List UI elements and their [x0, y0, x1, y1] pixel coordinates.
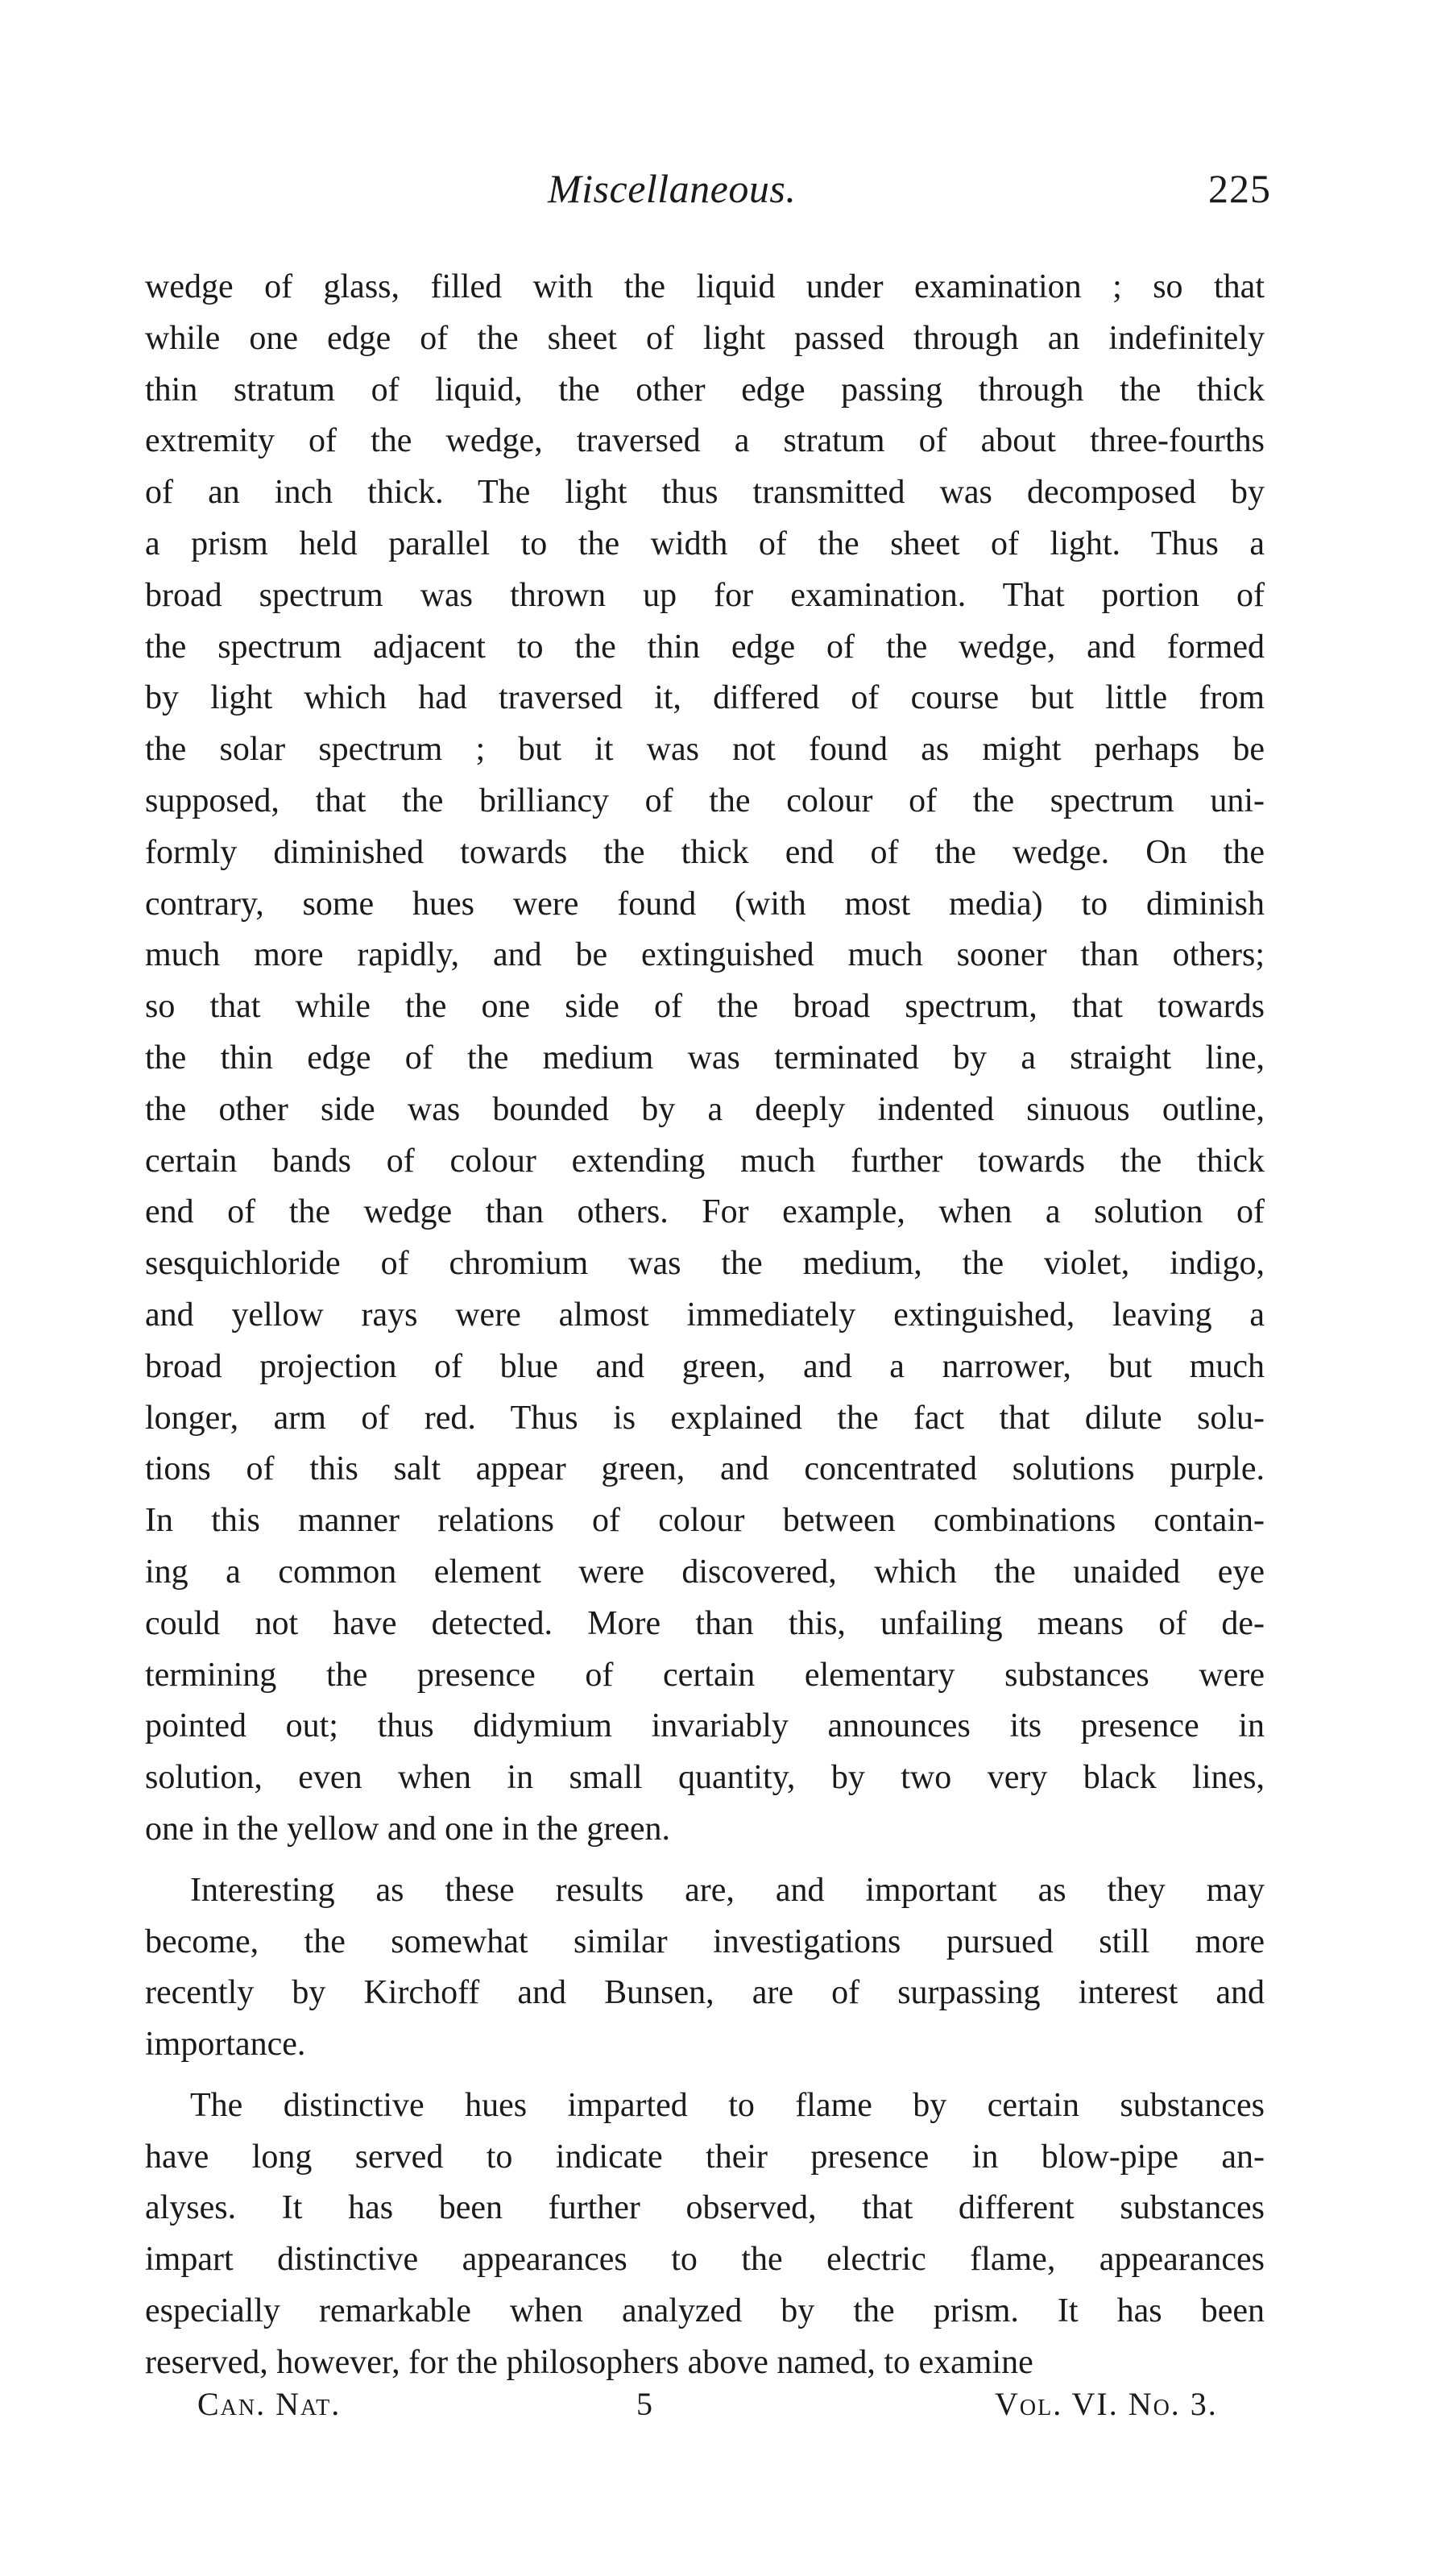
text-line: especially remarkable when analyzed by the prism. It has been: [145, 2292, 1265, 2330]
body-text: [145, 262, 1265, 2389]
text-line: broad spectrum was thrown up for examination. That portion of: [145, 576, 1265, 614]
text-line: wedge of glass, filled with the liquid under examination ; so that: [145, 268, 1265, 305]
text-line: Interesting as these results are, and important as they may: [190, 1871, 1265, 1909]
text-line: longer, arm of red. Thus is explained the fact that dilute solu-: [145, 1399, 1265, 1437]
text-line: the other side was bounded by a deeply indented sinuous outline,: [145, 1090, 1265, 1128]
text-line: end of the wedge than others. For example, when a solution of: [145, 1193, 1265, 1231]
text-line: one in the yellow and one in the green.: [145, 1810, 670, 1848]
signature-volume: Vol. VI. No. 3.: [995, 2386, 1218, 2422]
text-line: have long served to indicate their presence in blow-pipe an-: [145, 2138, 1265, 2176]
paragraph-gap: [145, 2071, 1265, 2080]
text-line: contrary, some hues were found (with most media) to diminish: [145, 885, 1265, 923]
paragraph: [145, 2080, 1265, 2389]
running-title: Miscellaneous.: [548, 166, 797, 211]
text-line: supposed, that the brilliancy of the colour of the spectrum uni-: [145, 782, 1265, 819]
text-line: pointed out; thus didymium invariably announces its presence in: [145, 1707, 1265, 1745]
signature-journal: Can. Nat.: [197, 2386, 342, 2422]
text-line: certain bands of colour extending much further towards the thick: [145, 1142, 1265, 1180]
text-line: recently by Kirchoff and Bunsen, are of surpassing interest and: [145, 1974, 1265, 2012]
paragraph: [145, 262, 1265, 1856]
text-line: while one edge of the sheet of light passed through an indefinitely: [145, 319, 1265, 357]
page-footer: [0, 2385, 1437, 2433]
text-line: so that while the one side of the broad spectrum, that towards: [145, 988, 1265, 1026]
text-line: of an inch thick. The light thus transmitted was decomposed by: [145, 474, 1265, 512]
text-line: much more rapidly, and be extinguished much sooner than others;: [145, 936, 1265, 974]
text-line: solution, even when in small quantity, by two very black lines,: [145, 1759, 1265, 1797]
text-line: sesquichloride of chromium was the medium, the violet, indigo,: [145, 1245, 1265, 1283]
paragraph-gap: [145, 1856, 1265, 1865]
text-line: the solar spectrum ; but it was not found as might perhaps be: [145, 731, 1265, 769]
text-line: by light which had traversed it, differed of course but little from: [145, 679, 1265, 717]
text-line: In this manner relations of colour between combinations contain-: [145, 1502, 1265, 1540]
text-line: the spectrum adjacent to the thin edge of the wedge, and formed: [145, 628, 1265, 666]
signature-number: 5: [636, 2386, 652, 2422]
text-line: the thin edge of the medium was terminated by a straight line,: [145, 1039, 1265, 1076]
text-line: extremity of the wedge, traversed a stratum of about three-fourths: [145, 422, 1265, 460]
text-line: broad projection of blue and green, and a narrower, but much: [145, 1347, 1265, 1385]
text-line: could not have detected. More than this, unfailing means of de-: [145, 1604, 1265, 1642]
page-header: [0, 165, 1437, 222]
page-number: 225: [1208, 166, 1271, 211]
text-line: tions of this salt appear green, and concentrated solutions purple.: [145, 1450, 1265, 1488]
text-line: and yellow rays were almost immediately extinguished, leaving a: [145, 1296, 1265, 1334]
text-line: The distinctive hues imparted to flame by certain substances: [190, 2086, 1265, 2124]
text-line: importance.: [145, 2026, 306, 2064]
text-line: alyses. It has been further observed, that different substances: [145, 2189, 1265, 2227]
text-line: termining the presence of certain elementary substances were: [145, 1656, 1265, 1694]
text-line: formly diminished towards the thick end of the wedge. On the: [145, 833, 1265, 871]
text-line: become, the somewhat similar investigations pursued still more: [145, 1923, 1265, 1960]
text-line: a prism held parallel to the width of the sheet of light. Thus a: [145, 525, 1265, 562]
text-line: thin stratum of liquid, the other edge passing through the thick: [145, 371, 1265, 409]
text-line: reserved, however, for the philosophers above named, to examine: [145, 2343, 1033, 2381]
text-line: impart distinctive appearances to the electric flame, appearances: [145, 2241, 1265, 2279]
text-line: ing a common element were discovered, which the unaided eye: [145, 1553, 1265, 1591]
paragraph: [145, 1865, 1265, 2071]
